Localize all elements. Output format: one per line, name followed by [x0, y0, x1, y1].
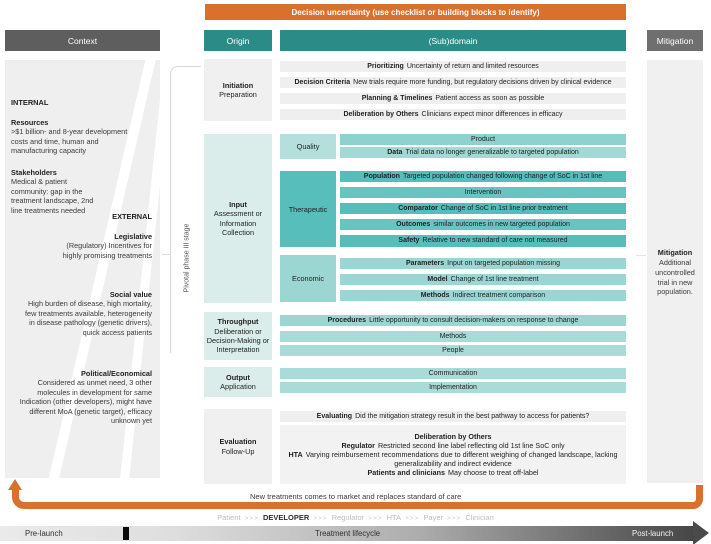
stakeholder-sequence: Patient >>> DEVELOPER >>> Regulator >>> HTA >>> Payer >>> Clinician: [217, 513, 494, 522]
row-parameters: Parameters Input on targeted population missing: [340, 258, 626, 269]
context-column-header: Context: [5, 30, 160, 51]
origin-initiation: Initiation Preparation: [204, 59, 272, 121]
row-communication: Communication: [280, 368, 626, 379]
stakeholder-patient: Patient: [217, 513, 241, 522]
mitigation-text: Mitigation Additional uncontrolled trial in new population.: [655, 248, 695, 297]
mitigation-column-header: Mitigation: [647, 30, 703, 51]
row-outcomes: Outcomes similar outcomes in new targeted population: [340, 219, 626, 230]
row-decision-criteria: Decision Criteria New trials require more funding, but regulatory decisions driven by clinical evidence: [280, 77, 626, 88]
stakeholder-clinician: Clinician: [465, 513, 494, 522]
feedback-arrow: [30, 485, 703, 509]
pivotal-stage-label: Pivotal phase III stage: [183, 223, 191, 293]
feedback-arrowhead-icon: [8, 479, 22, 490]
row-people: People: [280, 345, 626, 356]
treatment-lifecycle-label: Treatment lifecycle: [315, 529, 381, 538]
row-planning-timelines: Planning & Timelines Patient access as soon as possible: [280, 93, 626, 104]
stakeholder-payer: Payer: [423, 513, 443, 522]
mitigation-connector: [636, 255, 646, 256]
deliberation-block: Deliberation by Others Regulator Restricted second line label reflecting old 1st line SoC only HTA Varying reimbursement recommendations due to different weighing of changed landscape, lacking generalizability and indirect evidence Patients and clinicians May choose to treat off-label: [280, 425, 626, 484]
context-panel: [5, 60, 160, 478]
deliberation-item-patients-clinicians: Patients and clinicians May choose to treat off-label: [367, 468, 539, 477]
feedback-arrow-curl: [12, 490, 32, 509]
context-stakeholders: Stakeholders Medical & patient community: gap in the treatment landscape, 2nd line treatments needed: [11, 168, 94, 215]
row-population: Population Targeted population changed following change of SoC in 1st line: [340, 171, 626, 182]
group-quality: Quality: [280, 134, 336, 159]
row-implementation: Implementation: [280, 382, 626, 393]
stakeholder-regulator: Regulator: [331, 513, 365, 522]
stage-bracket-tick: [162, 254, 170, 255]
row-safety: Safety Relative to new standard of care not measured: [340, 235, 626, 247]
context-legislative: Legislative (Regulatory) Incentives for highly promising treatments: [62, 232, 152, 260]
subdomain-column-header: (Sub)domain: [280, 30, 626, 51]
group-therapeutic: Therapeutic: [280, 171, 336, 247]
context-external-label: EXTERNAL: [112, 212, 152, 221]
timeline-marker: [123, 527, 129, 540]
row-intervention: Intervention: [340, 187, 626, 198]
row-procedures: Procedures Little opportunity to consult decision-makers on response to change: [280, 315, 626, 326]
context-political-economical: Political/Economical Considered as unmet need, 3 other molecules in development for same Indication (other developers), might have different MoA (genetic target), efficacy unknown yet: [19, 369, 152, 426]
feedback-label: New treatments comes to market and replaces standard of care: [250, 492, 462, 501]
group-economic: Economic: [280, 255, 336, 302]
row-data: Data Trial data no longer generalizable to targeted population: [340, 147, 626, 158]
row-prioritizing: Prioritizing Uncertainty of return and limited resources: [280, 61, 626, 72]
row-product: Product: [340, 134, 626, 145]
decision-uncertainty-banner: Decision uncertainty (use checklist or building blocks to identify): [205, 4, 626, 20]
context-internal-label: INTERNAL: [11, 98, 49, 107]
timeline-arrowhead-icon: [693, 521, 709, 544]
stakeholder-hta: HTA: [386, 513, 402, 522]
origin-input: Input Assessment or Information Collection: [204, 134, 272, 303]
row-methods-economic: Methods Indirect treatment comparison: [340, 290, 626, 301]
mitigation-panel: [647, 60, 703, 483]
origin-evaluation: Evaluation Follow-Up: [204, 409, 272, 484]
context-resources: Resources >$1 billion- and 8-year development costs and time, human and manufacturing capacity: [11, 118, 128, 156]
origin-column-header: Origin: [204, 30, 272, 51]
row-model: Model Change of 1st line treatment: [340, 274, 626, 285]
deliberation-item-hta: HTA Varying reimbursement recommendations due to different weighing of changed landscape, lacking generalizability and indirect evidence: [288, 450, 618, 468]
row-comparator: Comparator Change of SoC in 1st line prior treatment: [340, 203, 626, 214]
context-social-value: Social value High burden of disease, high mortality, few treatments available, heterogeneity in disease pathology (genetic drivers), quick access patients: [25, 290, 152, 337]
post-launch-label: Post-launch: [632, 529, 674, 538]
stakeholder-developer: DEVELOPER: [262, 513, 310, 522]
pre-launch-label: Pre-launch: [25, 529, 63, 538]
row-methods-throughput: Methods: [280, 331, 626, 342]
origin-output: Output Application: [204, 367, 272, 397]
row-evaluating: Evaluating Did the mitigation strategy result in the best pathway to access for patients?: [280, 411, 626, 422]
deliberation-item-regulator: Regulator Restricted second line label reflecting old 1st line SoC only: [341, 441, 565, 450]
origin-throughput: Throughput Deliberation or Decision-Making or Interpretation: [204, 312, 272, 360]
stage-bracket: [170, 66, 201, 353]
row-deliberation-by-others: Deliberation by Others Clinicians expect minor differences in efficacy: [280, 109, 626, 120]
